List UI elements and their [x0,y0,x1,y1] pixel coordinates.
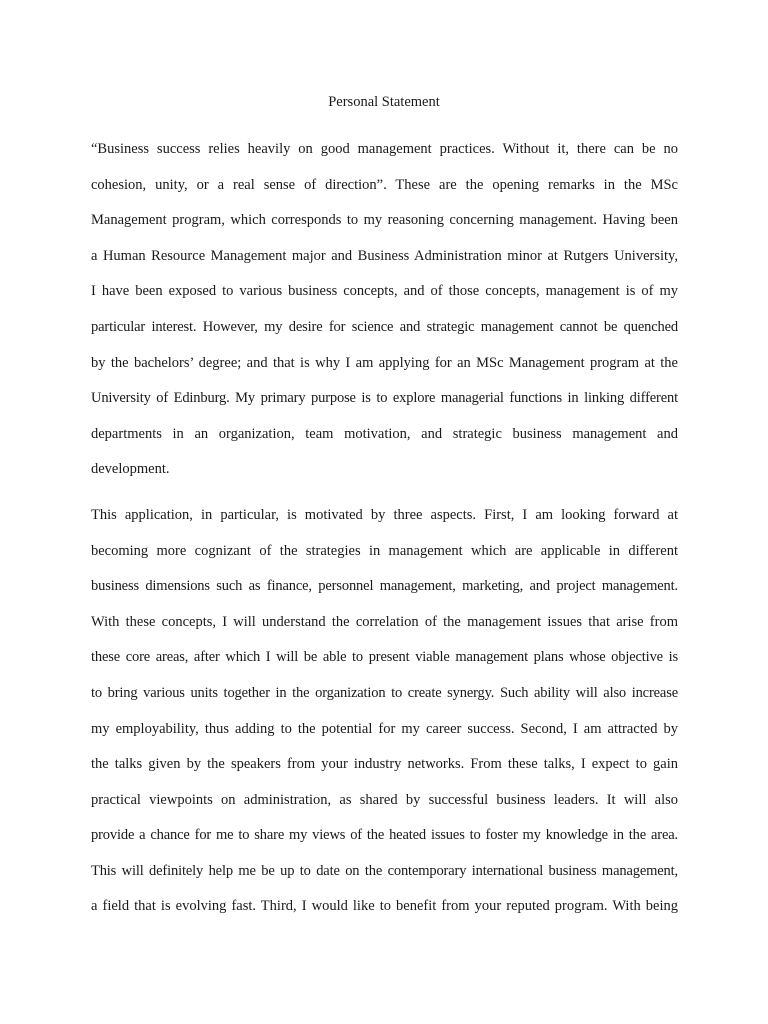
text-line: This will definitely help me be up to date on the contemporary international business management, [91,862,678,879]
text-line: I have been exposed to various business concepts, and of those concepts, management is of my [91,283,678,300]
text-line: a Human Resource Management major and Business Administration minor at Rutgers University, [91,247,678,264]
text-line: cohesion, unity, or a real sense of direction”. These are the opening remarks in the MSc [91,176,678,193]
text-line: departments in an organization, team motivation, and strategic business management and [91,425,678,442]
text-line: provide a chance for me to share my views of the heated issues to foster my knowledge in the area. [91,827,678,844]
paragraph-1 [91,132,678,488]
text-line: particular interest. However, my desire for science and strategic management cannot be quenched [91,318,678,335]
text-line: becoming more cognizant of the strategies in management which are applicable in different [91,542,678,559]
text-line: development. [91,461,170,478]
text-line: University of Edinburg. My primary purpose is to explore managerial functions in linking different [91,390,678,407]
text-line: a field that is evolving fast. Third, I would like to benefit from your reputed program. With being [91,898,678,915]
paragraph-2 [91,498,678,925]
text-line: practical viewpoints on administration, as shared by successful business leaders. It will also [91,791,678,808]
text-line: the talks given by the speakers from your industry networks. From these talks, I expect to gain [91,756,678,773]
paragraph-spacer [91,488,678,498]
page-title: Personal Statement [328,94,440,110]
text-line: This application, in particular, is motivated by three aspects. First, I am looking forward at [91,506,678,523]
text-line: these core areas, after which I will be able to present viable management plans whose objective is [91,649,678,666]
text-line: my employability, thus adding to the potential for my career success. Second, I am attracted by [91,720,678,737]
text-line: With these concepts, I will understand the correlation of the management issues that arise from [91,613,678,630]
document-body [91,132,678,925]
text-line: “Business success relies heavily on good management practices. Without it, there can be no [91,141,678,157]
text-line: to bring various units together in the organization to create synergy. Such ability will also increase [91,684,678,701]
text-line: by the bachelors’ degree; and that is why I am applying for an MSc Management program at the [91,354,678,371]
text-line: Management program, which corresponds to my reasoning concerning management. Having been [91,212,678,229]
text-line: business dimensions such as finance, personnel management, marketing, and project management. [91,578,678,595]
